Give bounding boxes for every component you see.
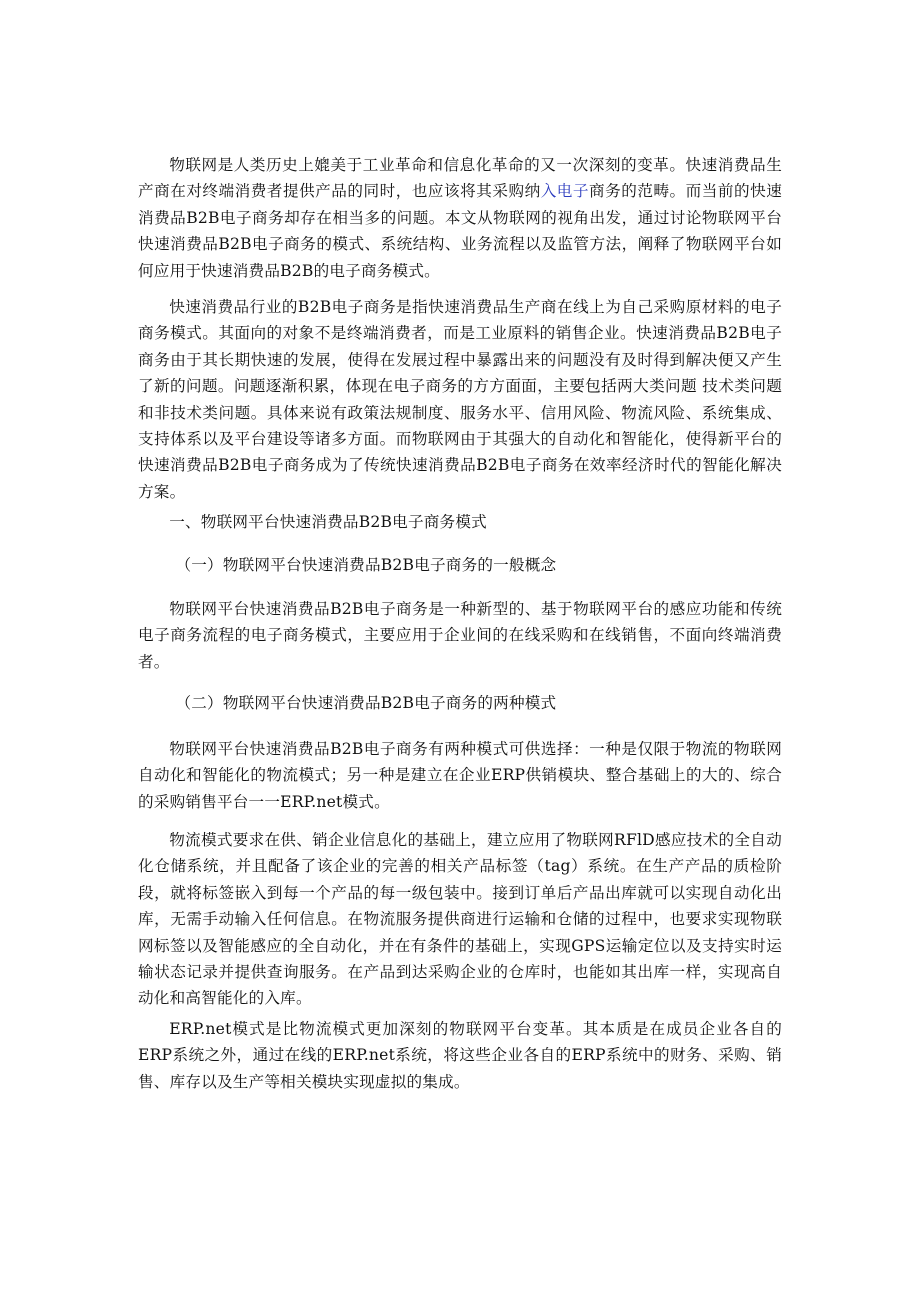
ecommerce-link[interactable]: 入电子 <box>540 182 590 201</box>
paragraph-background: 快速消费品行业的B2B电子商务是指快速消费品生产商在线上为自己采购原材料的电子商务模式。其面向的对象不是终端消费者，而是工业原料的销售企业。快速消费品B2B电子商务由于其长期快速的发展，使得在发展过程中暴露出来的问题没有及时得到解决便又产生了新的问题。问题逐渐积累，体现在电子商务的方方面面，主要包括两大类问题 技术类问题和非技术类问题。具体来说有政策法规制度、服务水平、信用风险、物流风险、系统集成、支持体系以及平台建设等诸多方面。而物联网由于其强大的自动化和智能化，使得新平台的快速消费品B2B电子商务成为了传统快速消费品B2B电子商务在效率经济时代的智能化解决方案。 <box>138 298 782 501</box>
subsection-heading-1-2: （二）物联网平台快速消费品B2B电子商务的两种模式 <box>175 694 557 712</box>
paragraph-two-modes: 物联网平台快速消费品B2B电子商务有两种模式可供选择：一种是仅限于物流的物联网自动化和智能化的物流模式；另一种是建立在企业ERP供销模块、整合基础上的大的、综合的采购销售平台一一ERP.net模式。 <box>138 740 782 811</box>
intro-text-after: 商务的范畴。而当前的快速消费品B2B电子商务却存在相当多的问题。本文从物联网的视角出发，通过讨论物联网平台快速消费品B2B电子商务的模式、系统结构、业务流程以及监管方法，阐释了物联网平台如何应用于快速消费品B2B的电子商务模式。 <box>138 182 782 280</box>
paragraph-intro <box>138 152 782 284</box>
section-heading-1: 一、物联网平台快速消费品B2B电子商务模式 <box>169 513 487 531</box>
subsection-heading-1-1: （一）物联网平台快速消费品B2B电子商务的一般概念 <box>175 556 557 574</box>
paragraph-logistics-mode: 物流模式要求在供、销企业信息化的基础上，建立应用了物联网RFlD感应技术的全自动化仓储系统，并且配备了该企业的完善的相关产品标签（tag）系统。在生产产品的质检阶段，就将标签嵌入到每一个产品的每一级包装中。接到订单后产品出库就可以实现自动化出库，无需手动输入任何信息。在物流服务提供商进行运输和仓储的过程中，也要求实现物联网标签以及智能感应的全自动化，并在有条件的基础上，实现GPS运输定位以及支持实时运输状态记录并提供查询服务。在产品到达采购企业的仓库时，也能如其出库一样，实现高自动化和高智能化的入库。 <box>138 831 782 1008</box>
paragraph-erp-mode: ERP.net模式是比物流模式更加深刻的物联网平台变革。其本质是在成员企业各自的ERP系统之外，通过在线的ERP.net系统，将这些企业各自的ERP系统中的财务、采购、销售、库存以及生产等相关模块实现虚拟的集成。 <box>138 1020 782 1091</box>
paragraph-concept: 物联网平台快速消费品B2B电子商务是一种新型的、基于物联网平台的感应功能和传统电子商务流程的电子商务模式，主要应用于企业间的在线采购和在线销售，不面向终端消费者。 <box>138 600 782 671</box>
intro-text-before: 物联网是人类历史上媲美于工业革命和信息化革命的又一次深刻的变革。快速消费品生产商在对终端消费者提供产品的同时，也应该将其采购纳 <box>138 156 782 201</box>
